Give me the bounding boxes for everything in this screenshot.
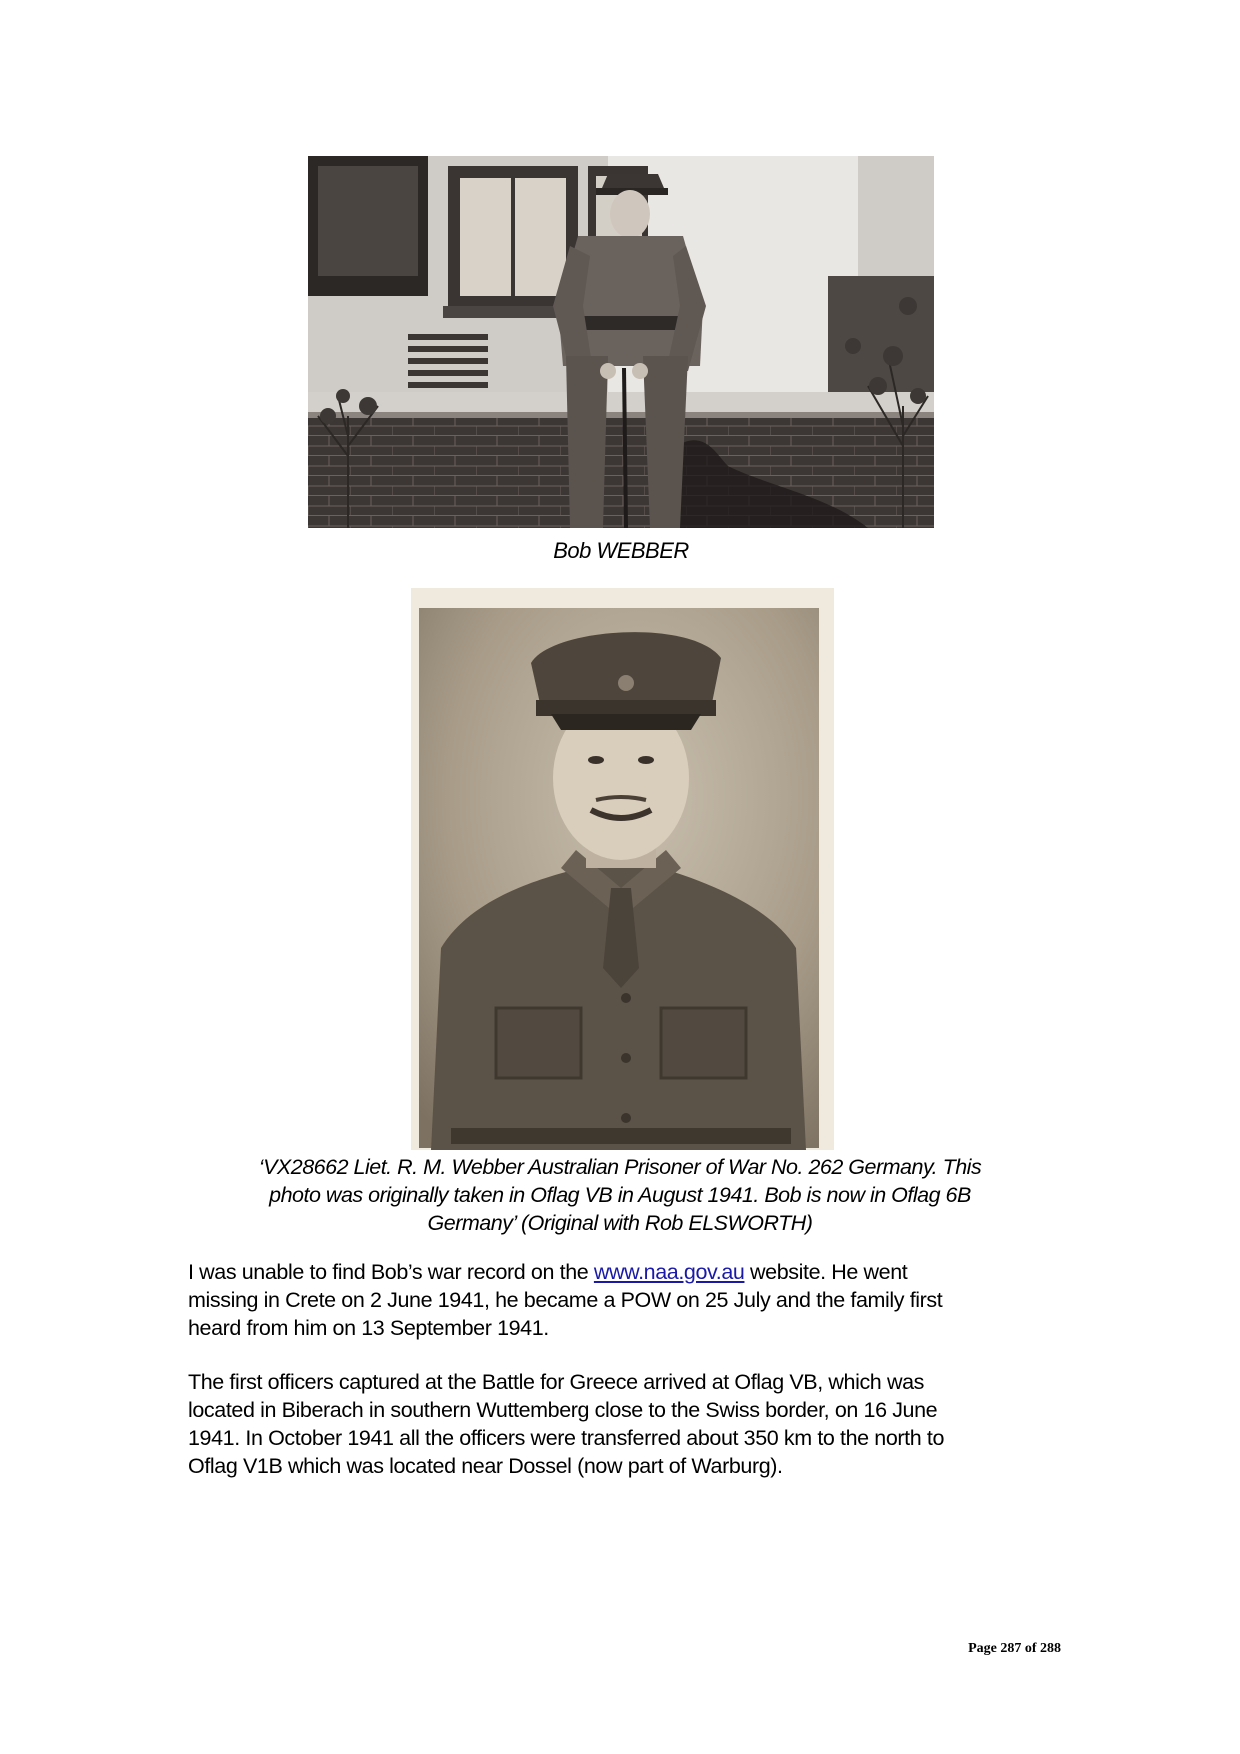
paragraph-line: located in Biberach in southern Wuttemberg close to the Swiss border, on 16 June (188, 1398, 938, 1422)
paragraph-text: I was unable to find Bob’s war record on the (188, 1260, 594, 1284)
paragraph-line (188, 1258, 1068, 1286)
paragraph-line: heard from him on 13 September 1941. (188, 1316, 549, 1340)
paragraph-line: Oflag V1B which was located near Dossel (now part of Warburg). (188, 1454, 783, 1478)
photo-seated-soldier (308, 156, 934, 528)
caption-line: Germany’ (Original with Rob ELSWORTH) (427, 1211, 813, 1235)
paragraph-line: missing in Crete on 2 June 1941, he became a POW on 25 July and the family first (188, 1288, 943, 1312)
photo-caption: Bob WEBBER (553, 538, 689, 563)
body-paragraph (188, 1368, 1068, 1480)
paragraph-line: The first officers captured at the Battle for Greece arrived at Oflag VB, which was (188, 1370, 924, 1394)
page-number: Page 287 of 288 (968, 1641, 1061, 1656)
naa-website-link[interactable]: www.naa.gov.au (593, 1260, 745, 1284)
caption-line: ‘VX28662 Liet. R. M. Webber Australian Prisoner of War No. 262 Germany. This (258, 1155, 982, 1179)
photo-caption-portrait (180, 1153, 1060, 1237)
body-paragraph (188, 1258, 1068, 1342)
caption-line: photo was originally taken in Oflag VB in August 1941. Bob is now in Oflag 6B (269, 1183, 971, 1207)
paragraph-text: website. He went (744, 1260, 908, 1284)
paragraph-line: 1941. In October 1941 all the officers were transferred about 350 km to the north to (188, 1426, 945, 1450)
photo-portrait-soldier (411, 588, 834, 1150)
